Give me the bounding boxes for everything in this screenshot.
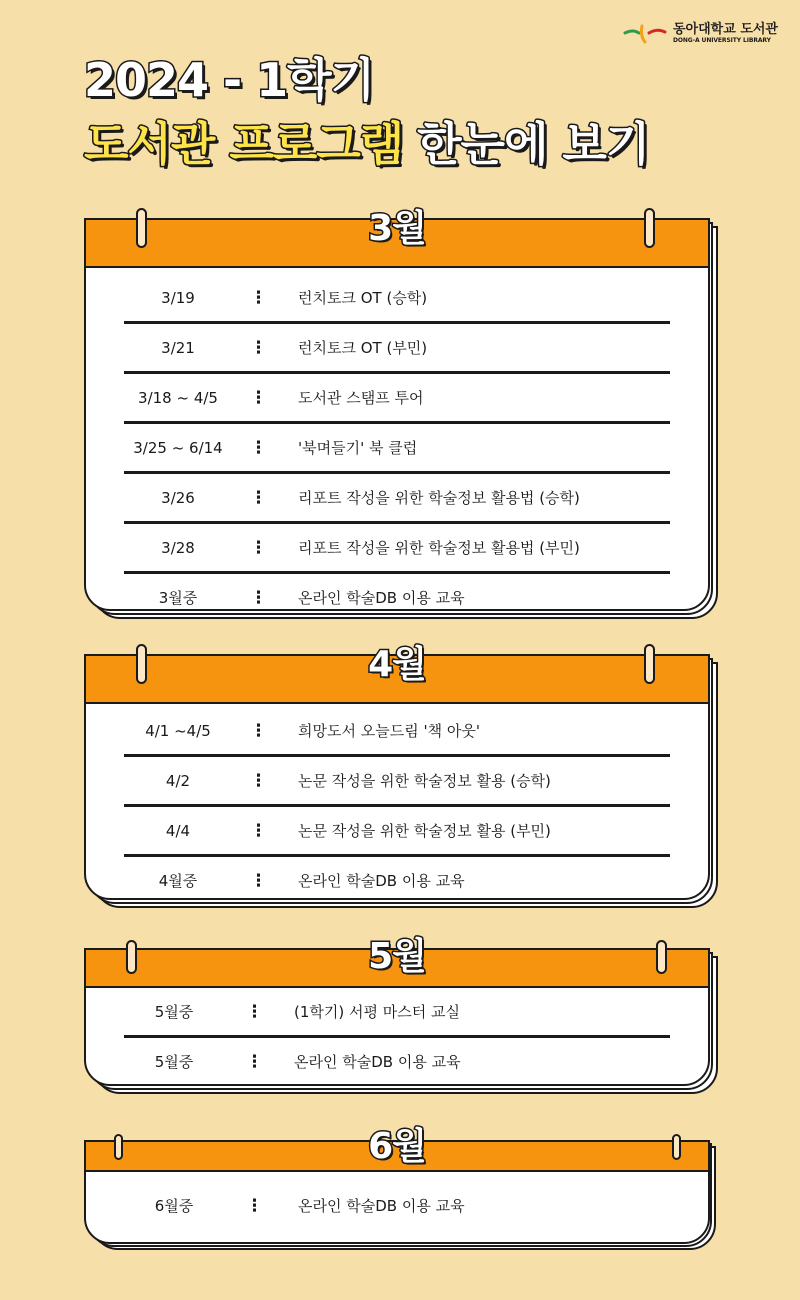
calendar-ring-icon xyxy=(136,644,147,684)
list-item: 3/25 ~ 6/14 ⋮ '북며들기' 북 클럽 xyxy=(133,437,418,458)
list-item: 4/2 ⋮ 논문 작성을 위한 학술정보 활용 (승학) xyxy=(165,770,551,791)
list-item: 4/4 ⋮ 논문 작성을 위한 학술정보 활용 (부민) xyxy=(165,820,551,841)
page-title-main xyxy=(84,108,649,174)
calendar-april xyxy=(84,644,710,910)
list-item: 6월중 ⋮ 온라인 학술DB 이용 교육 xyxy=(154,1195,465,1216)
month-label: 3월 xyxy=(368,208,426,249)
list-item: 4월중 ⋮ 온라인 학술DB 이용 교육 xyxy=(158,870,465,891)
list-item: 5월중 ⋮ (1학기) 서평 마스터 교실 xyxy=(154,1001,460,1022)
list-item: 3/26 ⋮ 리포트 작성을 위한 학술정보 활용법 (승학) xyxy=(161,487,580,508)
logo-name: 동아대학교 도서관 xyxy=(673,21,778,37)
list-item: 3/28 ⋮ 리포트 작성을 위한 학술정보 활용법 (부민) xyxy=(161,537,580,558)
list-item: 5월중 ⋮ 온라인 학술DB 이용 교육 xyxy=(154,1051,461,1072)
calendar-june xyxy=(84,1126,710,1252)
library-logo[interactable] xyxy=(623,20,778,46)
list-item: 3/18 ~ 4/5 ⋮ 도서관 스탬프 투어 xyxy=(138,387,424,408)
calendar-ring-icon xyxy=(644,208,655,248)
list-item: 3/19 ⋮ 런치토크 OT (승학) xyxy=(161,287,428,308)
calendar-ring-icon xyxy=(136,208,147,248)
calendar-ring-icon xyxy=(656,940,667,974)
month-label: 6월 xyxy=(368,1126,426,1167)
month-label: 4월 xyxy=(368,644,426,685)
library-logo-icon xyxy=(623,20,667,46)
list-item: 4/1 ~4/5 ⋮ 희망도서 오늘드림 '책 아웃' xyxy=(145,720,480,741)
calendar-ring-icon xyxy=(126,940,137,974)
calendar-ring-icon xyxy=(672,1134,681,1160)
page-title-semester: 2024 - 1학기 xyxy=(84,53,375,107)
logo-english-name: DONG-A UNIVERSITY LIBRARY xyxy=(673,36,771,44)
calendar-ring-icon xyxy=(644,644,655,684)
list-item: 3월중 ⋮ 온라인 학술DB 이용 교육 xyxy=(158,587,465,608)
calendar-may xyxy=(84,936,710,1096)
list-item: 3/21 ⋮ 런치토크 OT (부민) xyxy=(161,337,428,358)
month-label: 5월 xyxy=(368,936,426,977)
calendar-ring-icon xyxy=(114,1134,123,1160)
page-title-rest: 한눈에 보기 xyxy=(417,117,650,171)
calendar-march xyxy=(84,208,710,618)
page-title-highlight: 도서관 프로그램 xyxy=(84,117,404,171)
